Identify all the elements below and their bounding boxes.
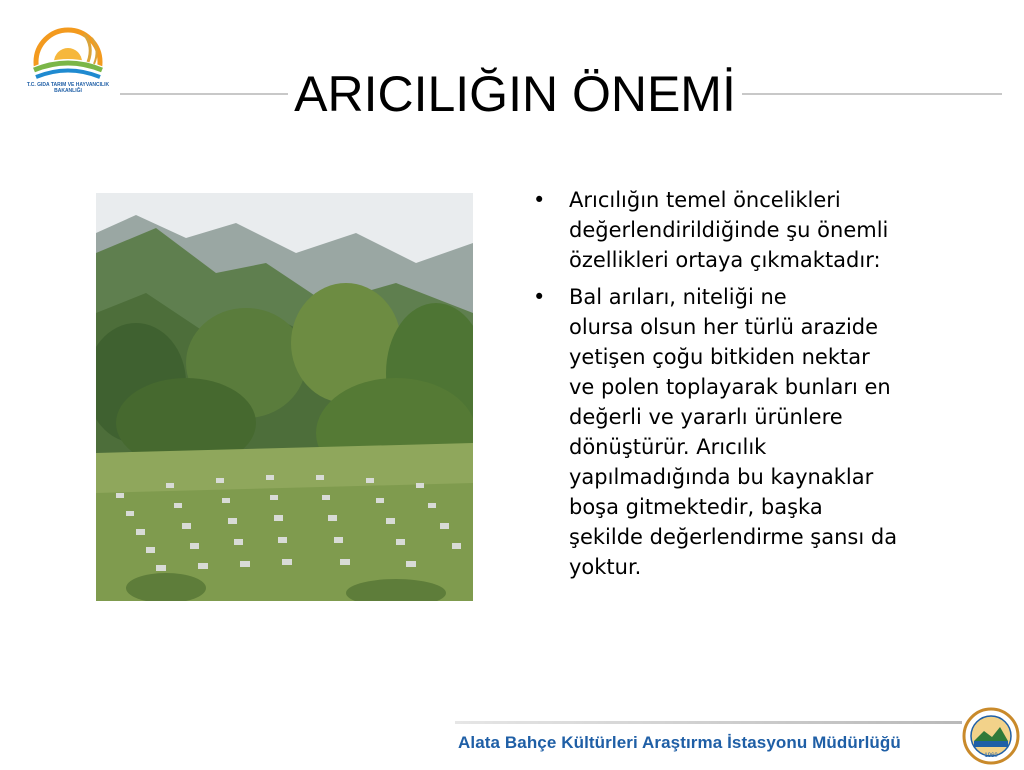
bullet-item — [533, 282, 973, 582]
institute-seal — [962, 707, 1020, 765]
seal-year: 1960 — [984, 753, 998, 759]
slide-title: ARICILIĞIN ÖNEMİ — [150, 62, 880, 126]
bullet-text: Arıcılığın temel öncelikleri değerlendirildiğinde şu önemli özellikleri ortaya çıkmaktadır: — [569, 188, 889, 272]
apiary-photo — [96, 193, 473, 601]
bullet-text: Bal arıları, niteliği ne olursa olsun her türlü arazide yetişen çoğu bitkiden nektar ve polen toplayarak bunları en değerli ve yararlı ürünlere dönüştürür. Arıcılık yapılmadığında bu kaynaklar boşa gitmektedir, başka şekilde değerlendirme şansı da yoktur. — [569, 285, 898, 579]
bullet-mark: • — [533, 285, 546, 309]
bullet-mark: • — [533, 188, 546, 212]
ministry-logo-text: T.C. GIDA TARIM VE HAYVANCILIK BAKANLIĞI — [26, 82, 110, 94]
ministry-logo — [22, 22, 114, 117]
institution-name: Alata Bahçe Kültürleri Araştırma İstasyonu Müdürlüğü — [458, 733, 901, 752]
bullet-item — [533, 185, 973, 275]
footer-rule — [455, 721, 962, 724]
bullet-list — [533, 185, 973, 589]
